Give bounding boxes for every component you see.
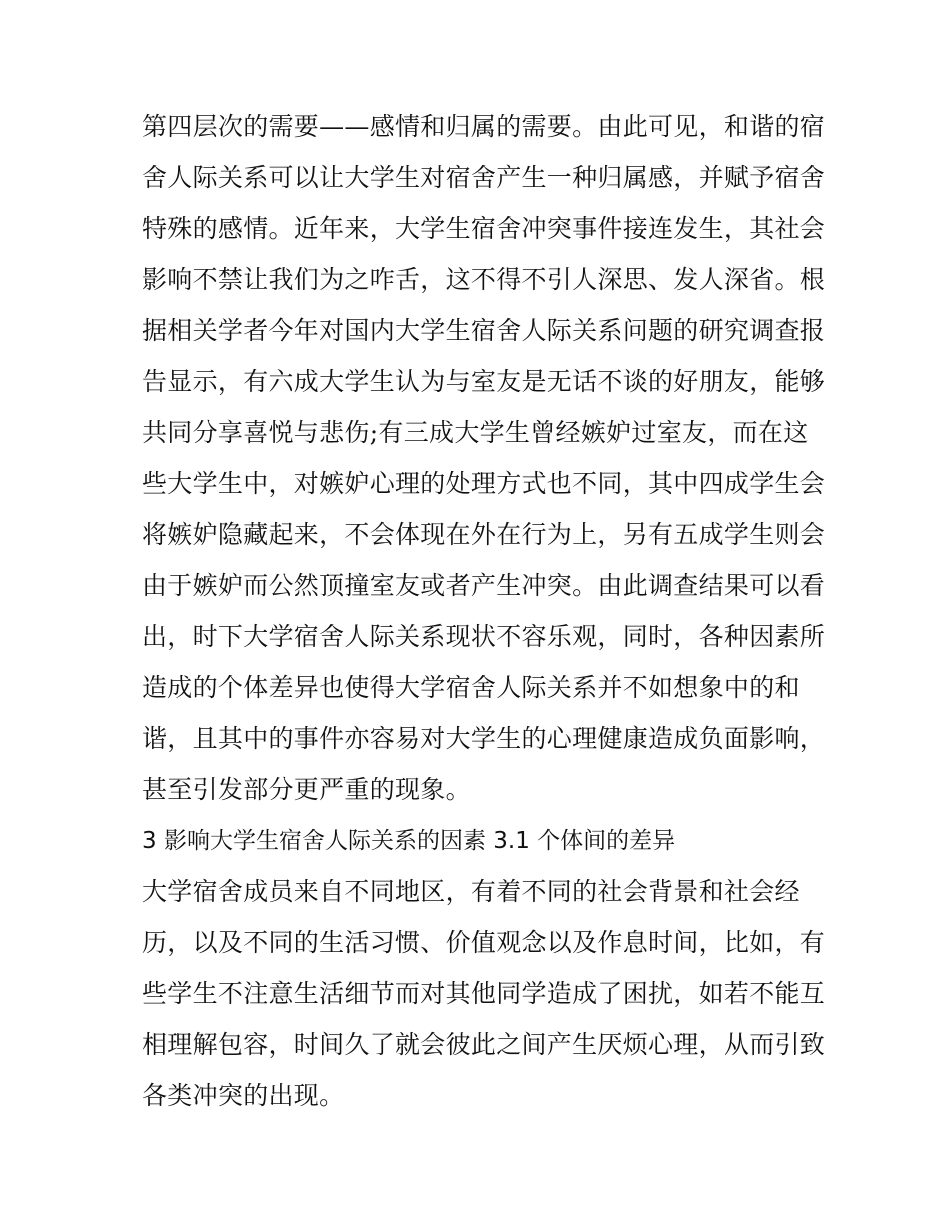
paragraph-line: 甚至引发部分更严重的现象。 — [142, 775, 471, 804]
section-heading: 3 影响大学生宿舍人际关系的因素 3.1 个体间的差异 — [142, 828, 676, 854]
paragraph-line: 历，以及不同的生活习惯、价值观念以及作息时间，比如，有 — [142, 928, 826, 957]
paragraph-line: 告显示，有六成大学生认为与室友是无话不谈的好朋友，能够 — [142, 367, 826, 396]
paragraph-line: 大学宿舍成员来自不同地区，有着不同的社会背景和社会经 — [142, 877, 800, 906]
paragraph-line: 造成的个体差异也使得大学宿舍人际关系并不如想象中的和 — [142, 673, 800, 702]
paragraph-line: 各类冲突的出现。 — [142, 1081, 345, 1110]
paragraph-line: 影响不禁让我们为之咋舌，这不得不引人深思、发人深省。根 — [142, 265, 826, 294]
paragraph-line: 些大学生中，对嫉妒心理的处理方式也不同，其中四成学生会 — [142, 469, 826, 498]
paragraph-line: 些学生不注意生活细节而对其他同学造成了困扰，如若不能互 — [142, 979, 826, 1008]
paragraph-line: 特殊的感情。近年来，大学生宿舍冲突事件接连发生，其社会 — [142, 214, 826, 243]
paragraph-line: 出，时下大学宿舍人际关系现状不容乐观，同时，各种因素所 — [142, 622, 826, 651]
paragraph-line: 相理解包容，时间久了就会彼此之间产生厌烦心理，从而引致 — [142, 1030, 826, 1059]
paragraph-line: 将嫉妒隐藏起来，不会体现在外在行为上，另有五成学生则会 — [142, 520, 826, 549]
paragraph-line: 据相关学者今年对国内大学生宿舍人际关系问题的研究调查报 — [142, 316, 826, 345]
paragraph-line: 由于嫉妒而公然顶撞室友或者产生冲突。由此调查结果可以看 — [142, 571, 826, 600]
paragraph-line: 谐，且其中的事件亦容易对大学生的心理健康造成负面影响， — [142, 724, 826, 753]
paragraph-line: 舍人际关系可以让大学生对宿舍产生一种归属感，并赋予宿舍 — [142, 163, 826, 192]
paragraph-line: 共同分享喜悦与悲伤;有三成大学生曾经嫉妒过室友，而在这 — [142, 418, 809, 447]
paragraph-line: 第四层次的需要——感情和归属的需要。由此可见，和谐的宿 — [142, 112, 826, 141]
